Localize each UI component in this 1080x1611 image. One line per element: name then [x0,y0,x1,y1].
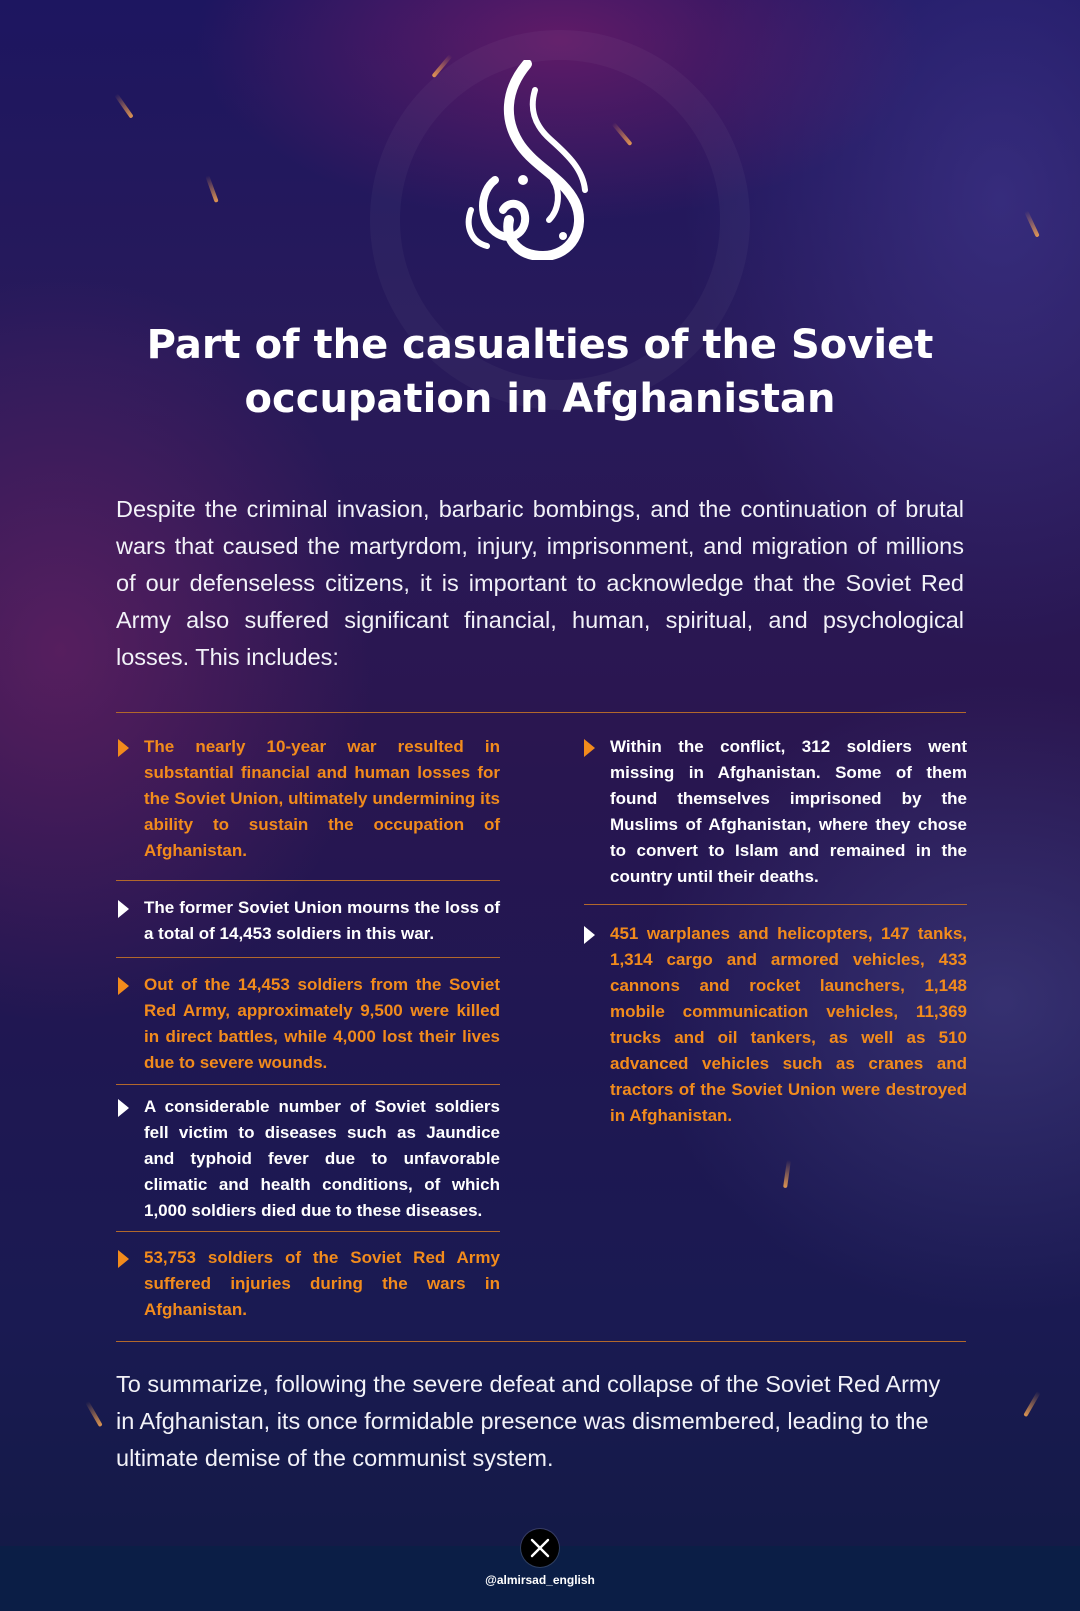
bullet-triangle-icon [118,977,129,995]
divider [116,712,966,713]
bullet-triangle-icon [118,739,129,757]
divider [116,1341,966,1342]
x-logo-icon[interactable] [521,1529,559,1567]
divider [116,1084,500,1085]
bullet-triangle-icon [584,739,595,757]
list-item [118,895,500,947]
list-item [584,921,967,1129]
list-item-text: 451 warplanes and helicopters, 147 tanks, 1,314 cargo and armored vehicles, 433 cannons and rocket launchers, 1,148 mobile communication vehicles, 11,369 trucks and oil tankers, as well as 510 advanced vehicles such as cranes and tractors of the Soviet Union were destroyed in Afghanistan. [610,924,967,1125]
intro-paragraph: Despite the criminal invasion, barbaric bombings, and the continuation of brutal wars that caused the martyrdom, injury, imprisonment, and migration of millions of our defenseless citizens, it is important to acknowledge that the Soviet Red Army also suffered significant financial, human, spiritual, and psychological losses. This includes: [116,496,964,670]
list-item-text: The former Soviet Union mourns the loss of a total of 14,453 soldiers in this war. [144,898,500,943]
list-item-text: Out of the 14,453 soldiers from the Soviet Red Army, approximately 9,500 were killed in direct battles, while 4,000 lost their lives due to severe wounds. [144,975,500,1072]
list-item-text: 53,753 soldiers of the Soviet Red Army suffered injuries during the wars in Afghanistan. [144,1248,500,1319]
bullet-triangle-icon [584,926,595,944]
list-item-text: Within the conflict, 312 soldiers went missing in Afghanistan. Some of them found themselves imprisoned by the Muslims of Afghanistan, where they chose to convert to Islam and remained in the country until their deaths. [610,737,967,886]
bullet-triangle-icon [118,900,129,918]
list-item-text: The nearly 10-year war resulted in substantial financial and human losses for the Soviet Union, ultimately undermining its ability to sustain the occupation of Afghanistan. [144,737,500,860]
calligraphy-logo-icon [465,60,615,260]
bullet-triangle-icon [118,1250,129,1268]
ember-spark [783,1160,791,1188]
divider [116,880,500,881]
list-item [118,972,500,1076]
list-item [118,734,500,864]
list-item-text: A considerable number of Soviet soldiers fell victim to diseases such as Jaundice and typhoid fever due to unfavorable climatic and health conditions, of which 1,000 soldiers died due to these diseases. [144,1097,500,1220]
ember-spark [114,93,133,118]
list-item [118,1094,500,1224]
divider [116,1231,500,1232]
x-glyph-icon [530,1538,550,1558]
social-handle[interactable]: @almirsad_english [485,1573,595,1587]
ember-spark [1024,210,1039,237]
ember-spark [205,175,218,203]
bullet-triangle-icon [118,1099,129,1117]
ember-spark [1023,1391,1040,1417]
page-title: Part of the casualties of the Soviet occupation in Afghanistan [146,322,934,422]
summary-paragraph: To summarize, following the severe defeat and collapse of the Soviet Red Army in Afghanistan, its once formidable presence was dismembered, leading to the ultimate demise of the communist system. [116,1371,941,1471]
ember-spark [85,1401,102,1427]
list-item [118,1245,500,1323]
list-item [584,734,967,890]
divider [584,904,967,905]
divider [116,957,500,958]
